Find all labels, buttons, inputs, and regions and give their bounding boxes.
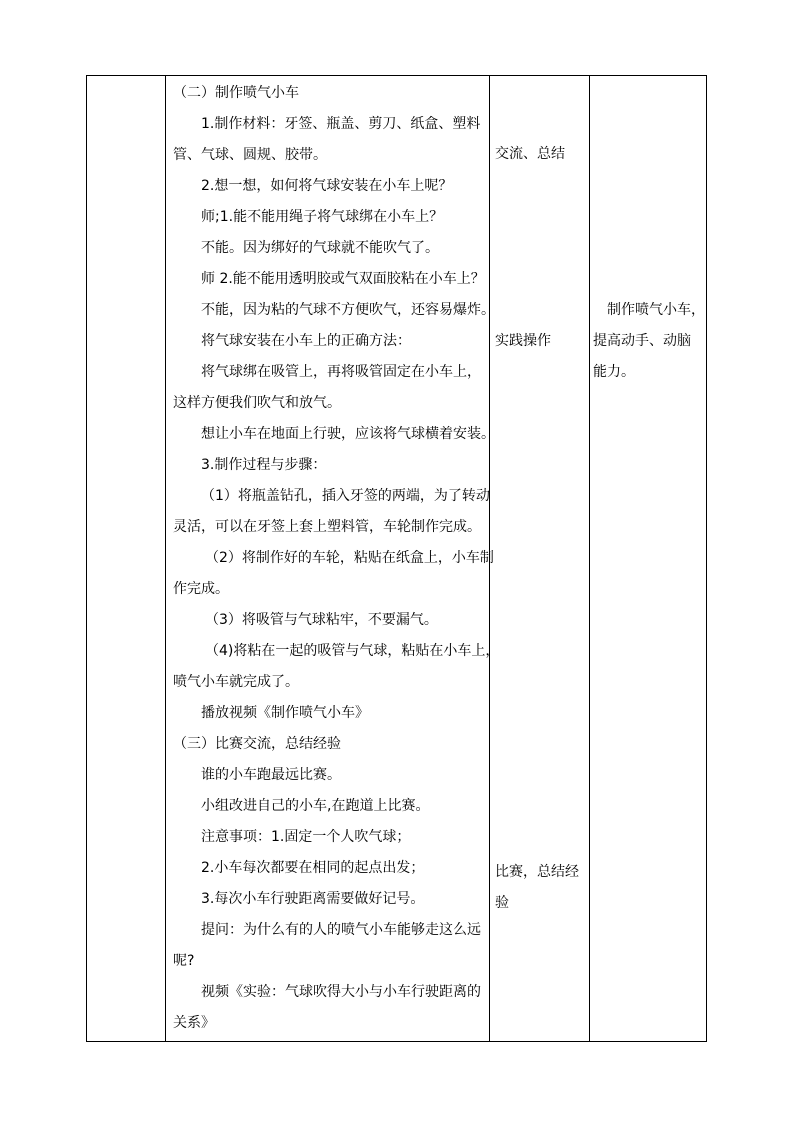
teaching-content-cell xyxy=(173,78,500,1039)
activity-line: 交流、总结 xyxy=(495,146,565,162)
content-line: 作完成。 xyxy=(173,581,229,597)
content-line: （3）将吸管与气球粘牢，不要漏气。 xyxy=(205,612,438,628)
content-line: （三）比赛交流，总结经验 xyxy=(173,736,341,752)
activity-line: 验 xyxy=(495,895,509,911)
content-line: （2）将制作好的车轮，粘贴在纸盒上，小车制 xyxy=(205,550,494,566)
content-line: 提问：为什么有的人的喷气小车能够走这么远 xyxy=(201,922,481,938)
content-line: 1.制作材料：牙签、瓶盖、剪刀、纸盒、塑料 xyxy=(201,116,481,132)
purpose-line: 制作喷气小车， xyxy=(593,302,705,318)
design-purpose-cell xyxy=(593,295,703,388)
content-line: 这样方便我们吹气和放气。 xyxy=(173,395,341,411)
content-line: 师 2.能不能用透明胶或气双面胶粘在小车上？ xyxy=(201,271,485,287)
content-line: 小组改进自己的小车,在跑道上比赛。 xyxy=(201,798,430,814)
student-activity-1 xyxy=(495,139,587,170)
content-line: 师;1.能不能用绳子将气球绑在小车上？ xyxy=(201,209,444,225)
content-line: 灵活，可以在牙签上套上塑料管，车轮制作完成。 xyxy=(173,519,481,535)
content-line: （1）将瓶盖钻孔，插入牙签的两端，为了转动 xyxy=(201,488,490,504)
content-line: 视频《实验：气球吹得大小与小车行驶距离的 xyxy=(201,984,481,1000)
purpose-line: 能力。 xyxy=(593,364,635,380)
content-line: 2.小车每次都要在相同的起点出发； xyxy=(201,860,425,876)
lesson-table xyxy=(86,75,707,1042)
content-line: 喷气小车就完成了。 xyxy=(173,674,299,690)
content-line: 将气球安装在小车上的正确方法： xyxy=(201,333,411,349)
activity-line: 实践操作 xyxy=(495,333,551,349)
content-line: 播放视频《制作喷气小车》 xyxy=(201,705,369,721)
column-divider xyxy=(165,76,166,1041)
column-divider xyxy=(589,76,590,1041)
content-line: 将气球绑在吸管上，再将吸管固定在小车上， xyxy=(201,364,481,380)
content-line: （二）制作喷气小车 xyxy=(173,85,299,101)
content-line: 不能。因为绑好的气球就不能吹气了。 xyxy=(201,240,439,256)
content-line: （4)将粘在一起的吸管与气球，粘贴在小车上， xyxy=(205,643,500,659)
content-line: 3.制作过程与步骤： xyxy=(201,457,327,473)
content-line: 想让小车在地面上行驶，应该将气球横着安装。 xyxy=(201,426,495,442)
content-line: 呢? xyxy=(173,953,195,969)
student-activity-3 xyxy=(495,857,587,919)
content-line: 不能，因为粘的气球不方便吹气，还容易爆炸。 xyxy=(201,302,495,318)
activity-line: 比赛，总结经 xyxy=(495,864,579,880)
content-line: 注意事项：1.固定一个人吹气球； xyxy=(201,829,411,845)
content-line: 关系》 xyxy=(173,1015,215,1031)
content-line: 2.想一想，如何将气球安装在小车上呢？ xyxy=(201,178,453,194)
purpose-line: 提高动手、动脑 xyxy=(593,333,691,349)
content-line: 管、气球、圆规、胶带。 xyxy=(173,147,327,163)
content-line: 3.每次小车行驶距离需要做好记号。 xyxy=(201,891,425,907)
content-line: 谁的小车跑最远比赛。 xyxy=(201,767,341,783)
student-activity-2 xyxy=(495,326,587,357)
